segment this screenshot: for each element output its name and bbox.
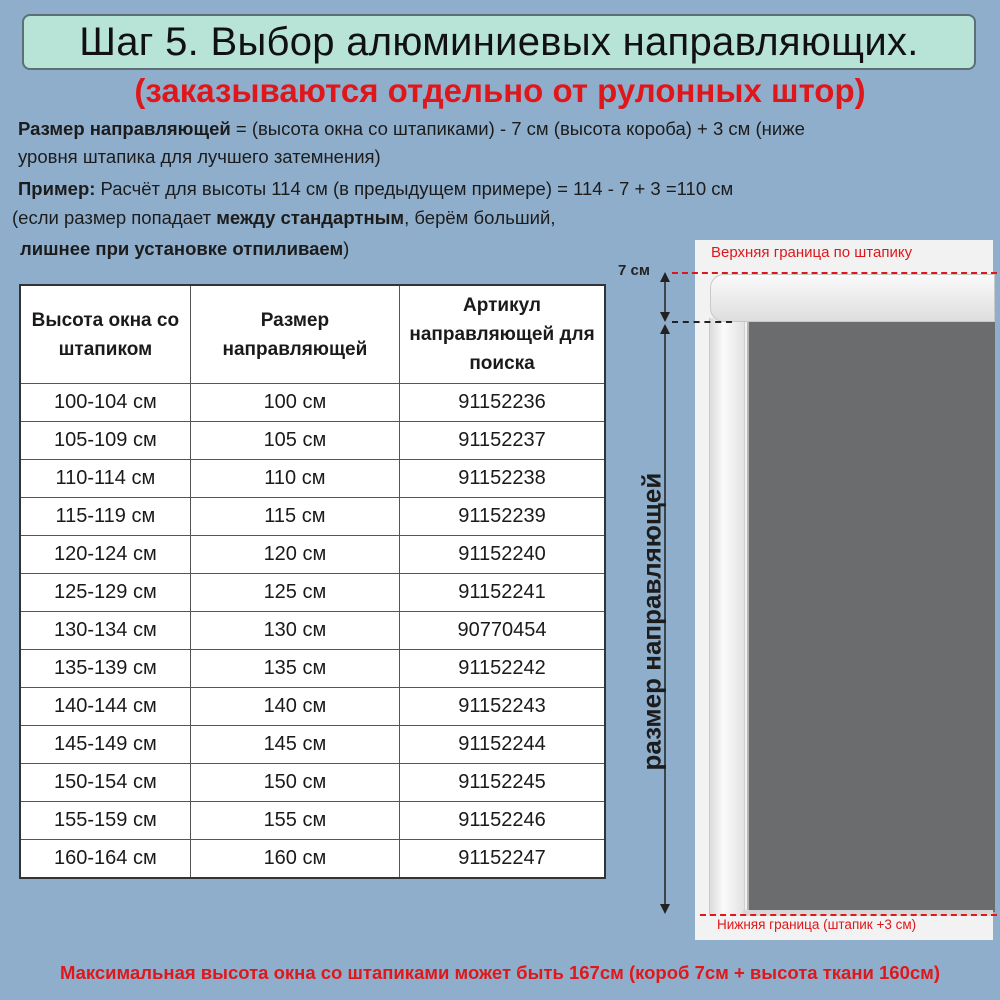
- cell-article: 91152243: [400, 688, 605, 726]
- cell-window-height: 115-119 см: [20, 498, 190, 536]
- cell-guide-size: 125 см: [190, 574, 399, 612]
- table-row: [20, 384, 605, 422]
- cell-article: 91152236: [400, 384, 605, 422]
- cell-article: 91152237: [400, 422, 605, 460]
- cell-window-height: 100-104 см: [20, 384, 190, 422]
- cell-window-height: 150-154 см: [20, 764, 190, 802]
- cell-window-height: 155-159 см: [20, 802, 190, 840]
- note-pre: (если размер попадает: [12, 207, 217, 228]
- cell-guide-size: 160 см: [190, 840, 399, 879]
- cell-window-height: 145-149 см: [20, 726, 190, 764]
- table-row: [20, 536, 605, 574]
- example-text: Расчёт для высоты 114 см (в предыдущем примере) = 114 - 7 + 3 =110 см: [95, 178, 734, 199]
- cell-window-height: 125-129 см: [20, 574, 190, 612]
- cell-guide-size: 105 см: [190, 422, 399, 460]
- guide-rail: [709, 318, 745, 916]
- cell-article: 91152247: [400, 840, 605, 879]
- cell-guide-size: 110 см: [190, 460, 399, 498]
- cell-window-height: 140-144 см: [20, 688, 190, 726]
- note-line: [12, 207, 982, 229]
- blind-fabric: [747, 322, 995, 912]
- table-row: [20, 726, 605, 764]
- note-post-2: ): [343, 238, 350, 259]
- max-height-note: Максимальная высота окна со штапиками может быть 167см (короб 7см + высота ткани 160см): [59, 962, 941, 983]
- box-boundary-line: [672, 321, 732, 323]
- cell-article: 91152242: [400, 650, 605, 688]
- cell-window-height: 135-139 см: [20, 650, 190, 688]
- example-line: [18, 178, 988, 200]
- formula-line: [18, 118, 988, 140]
- cell-guide-size: 130 см: [190, 612, 399, 650]
- cell-guide-size: 150 см: [190, 764, 399, 802]
- note-bold-2: лишнее при установке отпиливаем: [20, 238, 344, 259]
- cell-guide-size: 135 см: [190, 650, 399, 688]
- cell-window-height: 130-134 см: [20, 612, 190, 650]
- cell-article: 91152241: [400, 574, 605, 612]
- roller-box: [710, 274, 995, 322]
- table-row: [20, 574, 605, 612]
- cell-article: 91152238: [400, 460, 605, 498]
- cell-window-height: 160-164 см: [20, 840, 190, 879]
- cell-window-height: 120-124 см: [20, 536, 190, 574]
- cell-guide-size: 120 см: [190, 536, 399, 574]
- cell-guide-size: 100 см: [190, 384, 399, 422]
- bottom-boundary-line: [700, 914, 997, 916]
- table-row: [20, 612, 605, 650]
- table-row: [20, 498, 605, 536]
- table-row: [20, 840, 605, 879]
- header-window-height: Высота окна со штапиком: [20, 285, 190, 384]
- table-row: [20, 422, 605, 460]
- guide-size-vertical-label: размер направляющей: [636, 472, 667, 771]
- top-boundary-line: [672, 272, 997, 274]
- cell-article: 91152246: [400, 802, 605, 840]
- header-article: Артикул направляющей для поиска: [400, 285, 605, 384]
- cell-article: 90770454: [400, 612, 605, 650]
- table-row: [20, 764, 605, 802]
- formula-label: Размер направляющей: [18, 118, 231, 139]
- cell-article: 91152240: [400, 536, 605, 574]
- table-row: [20, 650, 605, 688]
- blind-diagram: [610, 230, 1000, 950]
- guide-size-table: [19, 284, 606, 879]
- top-boundary-label: Верхняя граница по штапику: [711, 244, 913, 261]
- formula-line-continued: уровня штапика для лучшего затемнения): [18, 146, 381, 167]
- cell-article: 91152244: [400, 726, 605, 764]
- cell-guide-size: 140 см: [190, 688, 399, 726]
- cell-window-height: 110-114 см: [20, 460, 190, 498]
- page-subtitle: (заказываются отдельно от рулонных штор): [134, 72, 866, 109]
- bottom-boundary-label: Нижняя граница (штапик +3 см): [717, 917, 917, 932]
- note-bold: между стандартным: [216, 207, 405, 228]
- cell-guide-size: 145 см: [190, 726, 399, 764]
- box-height-label: 7 см: [618, 262, 650, 279]
- cell-guide-size: 115 см: [190, 498, 399, 536]
- cell-guide-size: 155 см: [190, 802, 399, 840]
- page-title: Шаг 5. Выбор алюминиевых направляющих.: [22, 14, 976, 70]
- example-label: Пример:: [18, 178, 96, 199]
- table-row: [20, 688, 605, 726]
- header-guide-size: Размер направляющей: [190, 285, 399, 384]
- cell-article: 91152239: [400, 498, 605, 536]
- table-header-row: [20, 285, 605, 384]
- note-post: , берём бoльший,: [404, 207, 556, 228]
- formula-text: = (высота окна со штапиками) - 7 см (высота короба) + 3 см (ниже: [230, 118, 805, 139]
- table-row: [20, 802, 605, 840]
- table-row: [20, 460, 605, 498]
- cell-window-height: 105-109 см: [20, 422, 190, 460]
- cell-article: 91152245: [400, 764, 605, 802]
